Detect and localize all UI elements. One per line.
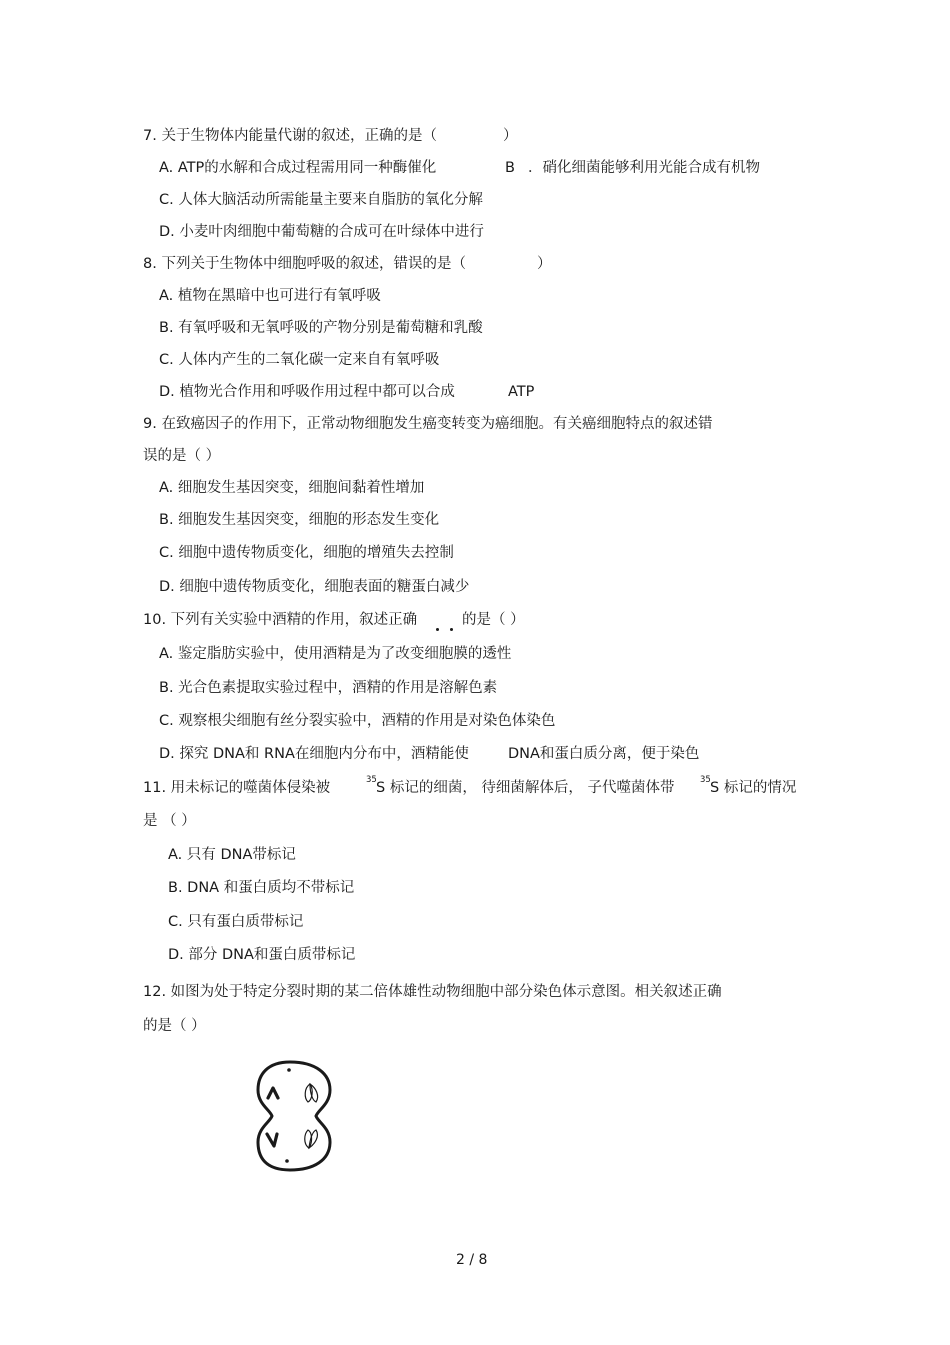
q11-option-d: D. 部分 DNA和蛋白质带标记 xyxy=(168,947,356,963)
q9-option-c: C. 细胞中遗传物质变化，细胞的增殖失去控制 xyxy=(159,545,454,561)
chromosome-solid xyxy=(268,1088,278,1098)
q9-stem-line2: 误的是（ ） xyxy=(143,448,221,464)
centriole xyxy=(285,1159,289,1163)
q11-stem-part2: S 标记的细菌， 待细菌解体后， 子代噬菌体带 xyxy=(376,780,675,796)
q10-stem-tail: 的是（ ） xyxy=(462,612,525,628)
q8-option-d: D. 植物光合作用和呼吸作用过程中都可以合成 xyxy=(159,384,455,400)
q11-stem-part1: 11. 用未标记的噬菌体侵染被 xyxy=(143,780,331,796)
q10-option-d-part1: D. 探究 DNA和 RNA在细胞内分布中，酒精能使 xyxy=(159,746,469,762)
q11-option-a: A. 只有 DNA带标记 xyxy=(168,847,296,863)
cell-membrane xyxy=(258,1062,330,1170)
q11-superscript-35: 35 xyxy=(366,775,377,785)
q10-stem: 10. 下列有关实验中酒精的作用，叙述正确 xyxy=(143,612,418,628)
q7-option-b: ．硝化细菌能够利用光能合成有机物 xyxy=(528,160,760,176)
q8-stem: 8. 下列关于生物体中细胞呼吸的叙述，错误的是（ xyxy=(143,256,466,272)
q8-option-a: A. 植物在黑暗中也可进行有氧呼吸 xyxy=(159,288,381,304)
q8-option-d-tail: ATP xyxy=(508,384,535,400)
q7-option-b-label: B xyxy=(505,160,515,176)
q9-option-b: B. 细胞发生基因突变，细胞的形态发生变化 xyxy=(159,512,440,528)
q11-superscript-35: 35 xyxy=(700,775,711,785)
q12-stem-line1: 12. 如图为处于特定分裂时期的某二倍体雄性动物细胞中部分染色体示意图。相关叙述正确 xyxy=(143,984,722,1000)
q9-option-a: A. 细胞发生基因突变，细胞间黏着性增加 xyxy=(159,480,425,496)
q12-stem-line2: 的是（ ） xyxy=(143,1018,206,1034)
q11-option-c: C. 只有蛋白质带标记 xyxy=(168,914,304,930)
q8-stem-close: ） xyxy=(537,256,552,272)
emphasis-dot xyxy=(450,628,453,631)
q11-option-b: B. DNA 和蛋白质均不带标记 xyxy=(168,880,355,896)
q9-option-d: D. 细胞中遗传物质变化，细胞表面的糖蛋白减少 xyxy=(159,579,470,595)
q7-option-d: D. 小麦叶肉细胞中葡萄糖的合成可在叶绿体中进行 xyxy=(159,224,484,240)
q11-stem-line2: 是 （ ） xyxy=(143,813,196,829)
q7-option-a: A. ATP的水解和合成过程需用同一种酶催化 xyxy=(159,160,437,176)
q7-stem: 7. 关于生物体内能量代谢的叙述，正确的是（ xyxy=(143,128,437,144)
q10-option-d-part2: DNA和蛋白质分离，便于染色 xyxy=(508,746,700,762)
q7-option-c: C. 人体大脑活动所需能量主要来自脂肪的氧化分解 xyxy=(159,192,483,208)
q11-stem-part3: S 标记的情况 xyxy=(710,780,797,796)
dividing-cell-figure xyxy=(250,1058,340,1174)
q7-stem-close: ） xyxy=(503,128,518,144)
centriole xyxy=(287,1068,291,1072)
q10-option-c: C. 观察根尖细胞有丝分裂实验中，酒精的作用是对染色体染色 xyxy=(159,713,556,729)
q8-option-c: C. 人体内产生的二氧化碳一定来自有氧呼吸 xyxy=(159,352,440,368)
chromosome-solid xyxy=(267,1134,277,1146)
emphasis-dot xyxy=(436,628,439,631)
q10-option-b: B. 光合色素提取实验过程中，酒精的作用是溶解色素 xyxy=(159,680,498,696)
page-number: 2 / 8 xyxy=(456,1252,488,1268)
q9-stem-line1: 9. 在致癌因子的作用下，正常动物细胞发生癌变转变为癌细胞。有关癌细胞特点的叙述错 xyxy=(143,416,713,432)
q10-option-a: A. 鉴定脂肪实验中，使用酒精是为了改变细胞膜的透性 xyxy=(159,646,512,662)
q8-option-b: B. 有氧呼吸和无氧呼吸的产物分别是葡萄糖和乳酸 xyxy=(159,320,483,336)
